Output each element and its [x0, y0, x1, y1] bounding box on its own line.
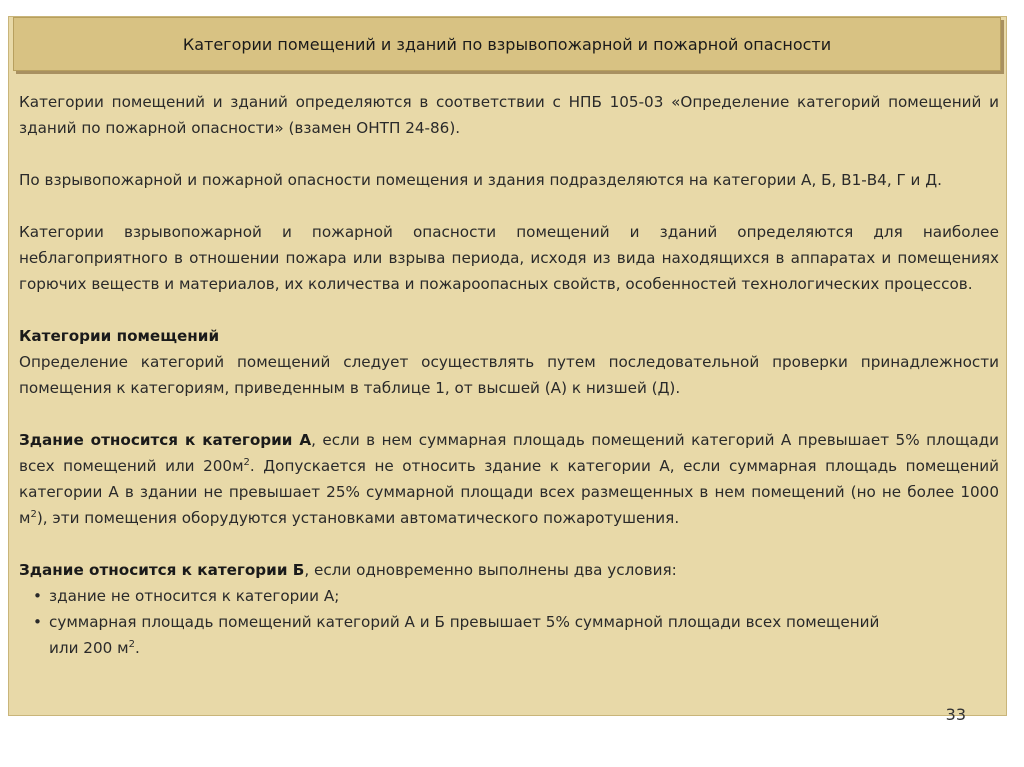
- category-a-text-2: . Допускается не относить здание к категории А, если суммарная площадь помещений категории А в здании не превышает 25% суммарной площади всех размещенных в нем помещений (но не более 1000 м: [19, 457, 1000, 527]
- category-a-sup-2: 2: [30, 508, 37, 520]
- condition-2-end: .: [134, 639, 140, 657]
- category-b-intro: [19, 557, 999, 583]
- paragraph-norms: Категории помещений и зданий определяются в соответствии с НПБ 105-03 «Определение категорий помещений и зданий по пожарной опасности» (взамен ОНТП 24-86).: [19, 93, 999, 137]
- condition-item: [33, 583, 999, 609]
- rooms-section: [19, 323, 999, 401]
- category-b-conditions: [19, 583, 999, 661]
- condition-item: [33, 609, 999, 661]
- category-a-text-3: ), эти помещения оборудуются установками автоматического пожаротушения.: [36, 509, 680, 527]
- category-a-heading: Здание относится к категории А: [19, 431, 312, 449]
- category-a-paragraph: [19, 427, 999, 531]
- rooms-text: Определение категорий помещений следует осуществлять путем последовательной проверки принадлежности помещения к категориям, приведенным в таблице 1, от высшей (А) к низшей (Д).: [19, 353, 999, 397]
- paragraph-definition: Категории взрывопожарной и пожарной опасности помещений и зданий определяются для наиболее неблагоприятного в отношении пожара или взрыва периода, исходя из вида находящихся в аппаратах и помещениях горючих веществ и материалов, их количества и пожароопасных свойств, особенностей технологических процессов.: [19, 223, 999, 293]
- category-b-text: , если одновременно выполнены два условия:: [304, 561, 677, 579]
- rooms-heading: Категории помещений: [19, 327, 220, 345]
- category-a-text-1: , если в нем суммарная площадь помещений категорий А превышает 5% площади всех помещений или 200м: [19, 431, 1000, 475]
- paragraph-categories: По взрывопожарной и пожарной опасности помещения и здания подразделяются на категории А, Б, В1-В4, Г и Д.: [19, 171, 942, 189]
- slide-title: [13, 17, 1001, 71]
- condition-2-text: суммарная площадь помещений категорий А и Б превышает 5% суммарной площади всех помещений: [49, 613, 880, 631]
- category-b-section: [19, 557, 999, 661]
- page-number: 33: [945, 705, 966, 724]
- condition-2-sup: 2: [128, 638, 135, 650]
- condition-2-cont-text: или 200 м: [49, 639, 129, 657]
- slide: [8, 16, 1007, 716]
- condition-2-continuation: [49, 635, 999, 661]
- condition-1-text: здание не относится к категории А;: [49, 587, 340, 605]
- category-a-sup-1: 2: [243, 456, 250, 468]
- slide-content: [19, 89, 999, 661]
- slide-title-text: Категории помещений и зданий по взрывопожарной и пожарной опасности: [182, 34, 832, 54]
- category-b-heading: Здание относится к категории Б: [19, 561, 305, 579]
